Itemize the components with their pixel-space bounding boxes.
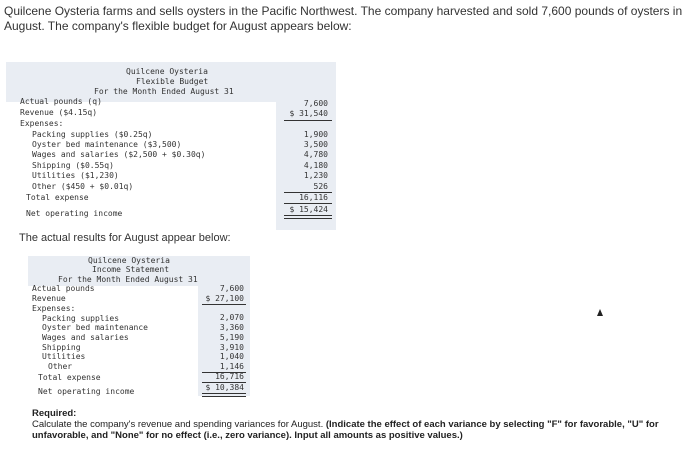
expense-value: 1,900: [303, 130, 328, 139]
actual-pounds-value: 7,600: [303, 99, 328, 108]
actual-pounds-value: 7,600: [219, 284, 244, 293]
report-title: Flexible Budget: [136, 77, 209, 86]
required-heading: Required:: [32, 408, 77, 419]
expense-label: Wages and salaries: [42, 333, 129, 342]
flexible-budget-table: [6, 62, 336, 230]
expense-label: Shipping: [42, 343, 81, 352]
report-period: For the Month Ended August 31: [58, 275, 198, 284]
expense-label: Packing supplies: [42, 314, 120, 323]
actual-results-intro: The actual results for August appear below:: [19, 232, 231, 244]
expense-label: Wages and salaries ($2,500 + $0.30q): [32, 150, 206, 159]
revenue-label: Revenue ($4.15q): [20, 108, 98, 117]
total-expense-value: 16,716: [215, 372, 244, 381]
net-income-value: $ 10,384: [205, 383, 244, 392]
required-instructions: [32, 408, 682, 441]
company-name: Quilcene Oysteria: [88, 256, 170, 265]
expense-value: 1,040: [219, 352, 244, 361]
expense-value: 4,780: [303, 150, 328, 159]
problem-intro: Quilcene Oysteria farms and sells oysters in the Pacific Northwest. The company harvested and sold 7,600 pounds of oysters in August. The company's flexible budget for August appears below:: [4, 4, 683, 33]
required-text: Calculate the company's revenue and spending variances for August.: [32, 419, 326, 430]
actual-pounds-label: Actual pounds (q): [20, 97, 102, 106]
revenue-underline: [284, 120, 332, 121]
income-statement-table: [28, 256, 250, 396]
total-expense-value: 16,116: [299, 193, 328, 202]
total-expense-underline: [284, 203, 332, 204]
expense-label: Other: [48, 362, 73, 371]
expenses-heading: Expenses:: [32, 304, 76, 313]
expense-value: 2,070: [219, 313, 244, 322]
company-name: Quilcene Oysteria: [126, 67, 208, 76]
report-period: For the Month Ended August 31: [94, 87, 234, 96]
revenue-value: $ 31,540: [289, 109, 328, 118]
expense-label: Oyster bed maintenance ($3,500): [32, 140, 182, 149]
expense-value: 5,190: [219, 333, 244, 342]
revenue-value: $ 27,100: [205, 294, 244, 303]
expense-value: 3,500: [303, 140, 328, 149]
total-expense-label: Total expense: [26, 193, 89, 202]
expense-label: Shipping ($0.55q): [32, 161, 114, 170]
expense-value: 4,180: [303, 161, 328, 170]
expense-value: 1,146: [219, 362, 244, 371]
net-income-label: Net operating income: [38, 387, 135, 396]
expense-value: 3,910: [219, 343, 244, 352]
total-expense-label: Total expense: [38, 373, 101, 382]
report-title: Income Statement: [92, 265, 170, 274]
expense-value: 526: [313, 182, 328, 191]
actual-pounds-label: Actual pounds: [32, 284, 95, 293]
net-income-label: Net operating income: [26, 209, 123, 218]
expense-label: Utilities ($1,230): [32, 171, 119, 180]
expense-label: Oyster bed maintenance: [42, 323, 148, 332]
expense-label: Packing supplies ($0.25q): [32, 130, 153, 139]
expense-label: Utilities: [42, 352, 86, 361]
required-bold-text: (Indicate the effect of each variance by selecting "F" for favorable, "U" for unfavorable, and "None" for no effect (i.e., zero variance). Input all amounts as positive values.): [32, 419, 659, 441]
net-income-double-underline: [202, 393, 246, 397]
expense-value: 1,230: [303, 171, 328, 180]
revenue-underline: [202, 304, 246, 305]
expense-label: Other ($450 + $0.01q): [32, 182, 134, 191]
net-income-value: $ 15,424: [289, 205, 328, 214]
mouse-cursor-icon: [597, 309, 603, 316]
revenue-label: Revenue: [32, 294, 66, 303]
expenses-heading: Expenses:: [20, 119, 64, 128]
net-income-double-underline: [284, 215, 332, 219]
expense-value: 3,360: [219, 323, 244, 332]
